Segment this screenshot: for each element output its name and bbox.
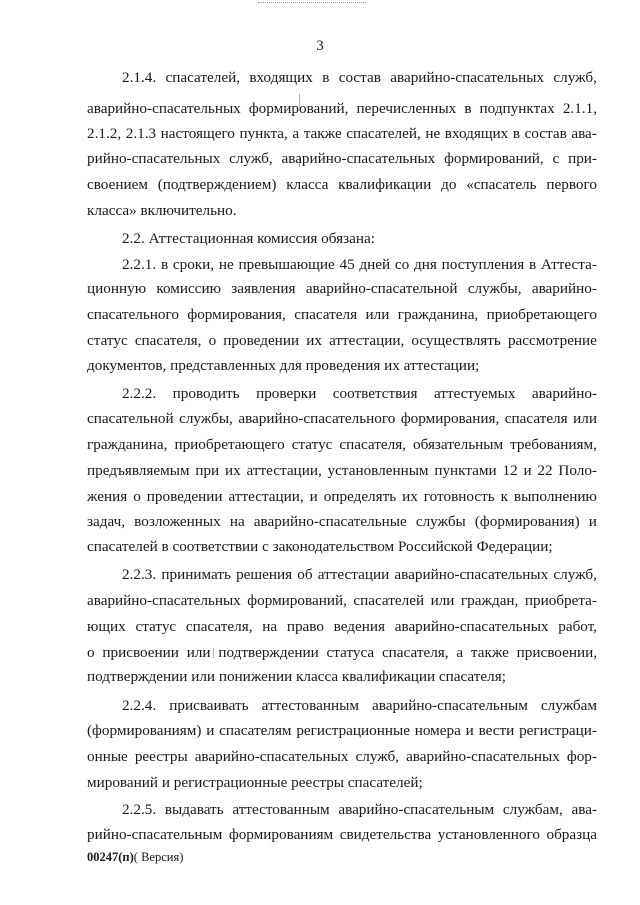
word: готовность [423,488,495,505]
word: формированиям [228,826,334,843]
word: подпунктах [479,100,555,117]
word: аттестованным [261,697,359,714]
text-line [87,307,597,322]
word: Поло- [558,462,597,479]
word: аварийно-спасательных [281,150,436,167]
word: аварийно-спасательные [253,513,407,530]
word: аварийно-спасательным [372,697,528,714]
word: службы [415,513,466,530]
word: «спасатель [466,176,537,193]
word: 2.1.3 [125,125,157,142]
scan-artifact [258,2,366,7]
word: аттестации, [329,332,405,349]
word: спасательной [87,410,174,427]
text-line [122,802,597,817]
word: и [206,722,215,739]
word: аттестации [317,566,390,583]
word: аварийно-спасательных [406,748,560,765]
word: 2.2.2. [122,385,157,402]
word: рийно-спасательным [87,826,223,843]
word: задач, [87,513,126,530]
word: в [322,69,330,86]
text-line [87,645,597,660]
word: аварийно- [531,385,597,402]
word: 22 [537,462,553,479]
word: об [297,566,313,583]
word: право [286,618,324,635]
word: спасательного [87,306,179,323]
word: аварийно-спасательным [338,801,495,818]
text-line [87,177,597,192]
word: спасателя, [339,436,407,453]
word: образца [546,826,597,843]
text-line [87,151,597,166]
text-line: класса» включительно. [87,202,237,219]
word: проведении [146,488,223,505]
text-line [87,281,597,296]
word: жения [87,488,128,505]
word: службам, [502,801,563,818]
word: аварийно-спасательных [194,748,349,765]
word: спасателей, [346,125,421,142]
word: приобрета- [524,592,597,609]
word: реестры [134,748,188,765]
text-line [87,126,597,141]
word: 45 [339,256,355,273]
word: пункта, [239,125,288,142]
text-line [122,567,597,582]
word: ава- [571,125,597,142]
word: квалификации [338,176,432,193]
text-line [87,437,597,452]
word: ава- [571,801,597,818]
word: статус [135,618,177,635]
word: дней [359,256,391,273]
word: их [224,462,241,479]
word: приобретающего [174,436,285,453]
word: статуса [326,644,375,661]
word: в [160,256,169,273]
word: вести [478,722,515,739]
text-line: подтверждении или понижении класса квалификации спасателя; [87,668,506,685]
word: статус [291,436,333,453]
word: службам [540,697,597,714]
word: пунктами [434,462,497,479]
word: на [262,618,278,635]
word: присвоении [102,644,179,661]
word: с [552,150,560,167]
word: аварийно-спасательных [394,566,549,583]
word: соответствия [332,385,418,402]
word: спасателей [353,592,425,609]
word: ющих [87,618,126,635]
word: спасателей, [165,69,241,86]
word: на [229,513,245,530]
word: или [573,410,597,427]
word: входящих [444,125,509,142]
word: не [218,256,234,273]
word: формирования, [187,306,286,323]
word: осуществлять [411,332,501,349]
word: комиссию [156,280,221,297]
word: или [186,644,211,661]
text-line [87,827,597,842]
word: заявления [231,280,296,297]
word: выдавать [164,801,224,818]
text-line: 2.2. Аттестационная комиссия обязана: [122,230,375,247]
text-line [87,101,597,116]
word: граждан, [460,592,519,609]
word: дня [414,256,437,273]
word: присвоении, [516,644,597,661]
text-line [122,698,597,713]
word: также [470,644,509,661]
word: в [464,100,472,117]
word: аварийно-спасательного [238,410,396,427]
word: 2.2.4. [122,697,157,714]
word: проводить [172,385,240,402]
word: рийно-спасательных [87,150,221,167]
text-line [87,723,597,738]
word: присваивать [169,697,249,714]
word: (подтверждением) [157,176,277,193]
word: 2.1.4. [122,69,157,86]
word: решения [236,566,293,583]
text-line [122,70,597,85]
word: о [133,488,141,505]
text-line: мирований и регистрационные реестры спасателей; [87,774,423,791]
word: 12 [502,462,518,479]
word: служб, [355,748,400,765]
word: определять [323,488,397,505]
word: аттестованным [232,801,330,818]
word: проверки [256,385,317,402]
word: о [208,332,217,349]
word: аварийно-спасательных [394,618,549,635]
word: аварийно-спасательной [305,280,458,297]
word: класса [286,176,329,193]
page-number: 3 [316,38,324,54]
word: или [365,306,390,323]
word: состав [524,125,567,142]
word: фор- [566,748,597,765]
word: установленным [327,462,429,479]
word: ведения [333,618,386,635]
word: службы, [179,410,233,427]
word: онные [87,748,128,765]
word: 2.1.2, [87,125,122,142]
word: регистраци- [519,722,597,739]
text-line: документов, представленных для проведения их аттестации; [87,357,480,374]
word: требованиям, [510,436,597,453]
word: входящих [249,69,313,86]
word: их [402,488,418,505]
word: статус [87,332,128,349]
word: формирований, [248,100,349,117]
word: формирований, [247,592,347,609]
text-line [87,749,597,764]
word: аттестации, [228,488,304,505]
word: в [512,125,520,142]
word: о [87,644,95,661]
word: приобретающего [486,306,597,323]
word: а [292,125,300,142]
word: при- [568,150,597,167]
word: перечисленных [356,100,457,117]
text-line [87,411,597,426]
word: к [500,488,508,505]
word: и [588,513,597,530]
word: спасателя [294,306,358,323]
word: настоящего [160,125,235,142]
word: гражданина, [87,436,168,453]
word: а [456,644,464,661]
word: 2.1.1, [562,100,597,117]
word: (формирования) [474,513,580,530]
word: и [465,722,474,739]
word: работ, [558,618,597,635]
word: при [195,462,220,479]
word: или [430,592,455,609]
word: спасателя, [134,332,202,349]
word: 2.2.3. [122,566,157,583]
word: своением [87,176,148,193]
word: (формированиям) [87,722,202,739]
word: спасателя, [381,644,449,661]
document-version: ( Версия) [133,850,184,864]
word: и [309,488,318,505]
word: рассмотрение [507,332,597,349]
word: возложенных [134,513,221,530]
text-line: спасателей в соответствии с законодательством Российской Федерации; [87,538,553,555]
word: формирований, [444,150,544,167]
word: поступления [441,256,525,273]
word: аттестуемых [433,385,516,402]
text-line [122,257,597,272]
text-line [87,333,597,348]
word: аварийно-спасательных [87,100,241,117]
word: аттестации, [246,462,322,479]
word: ционную [87,280,147,297]
word: служб, [553,566,597,583]
word: аварийно-спасательных [87,592,241,609]
word: предъявляемым [87,462,190,479]
text-line [87,463,597,478]
word: свидетельства [339,826,432,843]
word: аварийно- [531,280,597,297]
word: со [394,256,410,273]
word: спасателя [504,410,568,427]
word: Аттеста- [540,256,597,273]
text-line [87,619,597,634]
text-line [87,489,597,504]
word: установленного [437,826,540,843]
word: первого [546,176,597,193]
word: формирования, [400,410,500,427]
word: служб, [553,69,597,86]
text-line [87,514,597,529]
word: в [528,256,537,273]
word: служб, [229,150,273,167]
word: подтверждении [218,644,319,661]
word: спасателя, [185,618,253,635]
word: до [441,176,457,193]
word: превышающие [238,256,335,273]
text-line [87,593,597,608]
word: гражданина, [397,306,479,323]
document-code: 00247(п) [87,850,134,864]
word: спасателям [219,722,292,739]
document-footer [87,850,183,865]
word: аварийно-спасательных [390,69,545,86]
word: обязательным [413,436,504,453]
word: службы, [467,280,522,297]
word: регистрационные [296,722,410,739]
word: принимать [161,566,231,583]
word: выполнению [513,488,597,505]
word: их [306,332,322,349]
word: также [303,125,342,142]
word: номера [414,722,461,739]
text-line [122,386,597,401]
word: состав [338,69,381,86]
word: проведении [223,332,300,349]
word: и [523,462,532,479]
word: 2.2.1. [122,256,157,273]
word: не [425,125,441,142]
word: сроки, [172,256,215,273]
word: 2.2.5. [122,801,157,818]
